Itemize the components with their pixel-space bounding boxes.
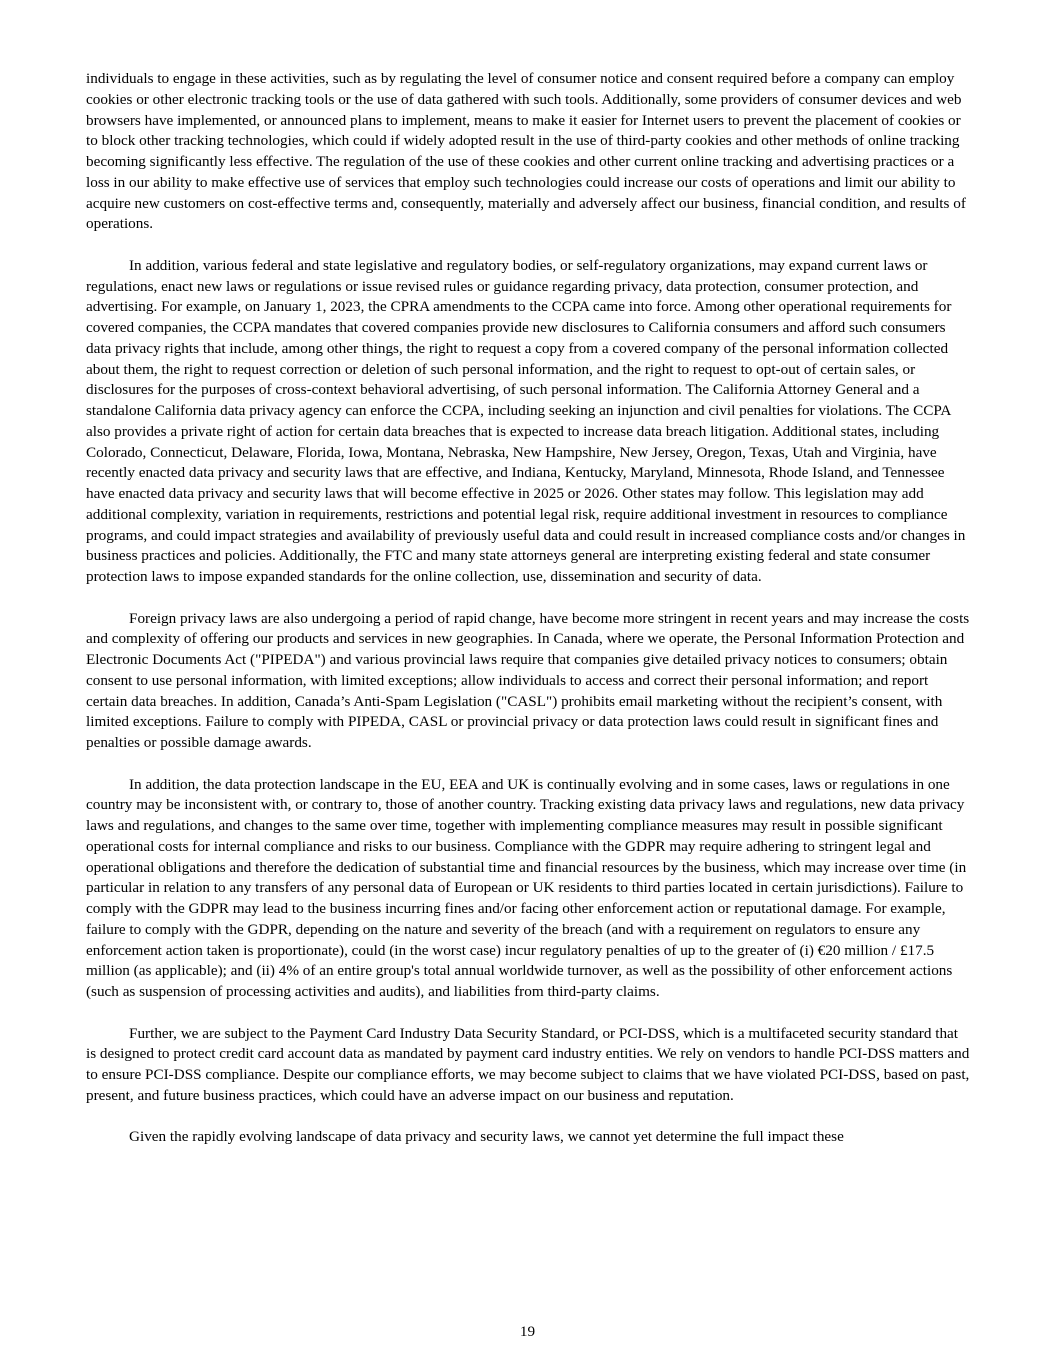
document-body: [86, 69, 970, 1169]
paragraph-us-privacy-laws: In addition, various federal and state legislative and regulatory bodies, or self-regulatory organizations, may expand current laws or regulations, enact new laws or regulations or issue revised rules or guidance regarding privacy, data protection, consumer protection, and advertising. For example, on January 1, 2023, the CPRA amendments to the CCPA came into force. Among other operational requirements for covered companies, the CCPA mandates that covered companies provide new disclosures to California consumers and afford such consumers data privacy rights that include, among other things, the right to request a copy from a covered company of the personal information collected about them, the right to request correction or deletion of such personal information, and the right to request to opt-out of certain sales, or disclosures for the purposes of cross-context behavioral advertising, of such personal information. The California Attorney General and a standalone California data privacy agency can enforce the CCPA, including seeking an injunction and civil penalties for violations. The CCPA also provides a private right of action for certain data breaches that is expected to increase data breach litigation. Additional states, including Colorado, Connecticut, Delaware, Florida, Iowa, Montana, Nebraska, New Hampshire, New Jersey, Oregon, Texas, Utah and Virginia, have recently enacted data privacy and security laws that are effective, and Indiana, Kentucky, Maryland, Minnesota, Rhode Island, and Tennessee have enacted data privacy and security laws that will become effective in 2025 or 2026. Other states may follow. This legislation may add additional complexity, variation in requirements, restrictions and potential legal risk, require additional investment in resources to compliance programs, and could impact strategies and availability of previously useful data and could result in increased compliance costs and/or changes in business practices and policies. Additionally, the FTC and many state attorneys general are interpreting existing federal and state consumer protection laws to impose expanded standards for the online collection, use, dissemination and security of data.: [86, 256, 966, 585]
paragraph-pci-dss: Further, we are subject to the Payment Card Industry Data Security Standard, or PCI-DSS, which is a multifaceted security standard that is designed to protect credit card account data as mandated by payment card industry entities. We rely on vendors to handle PCI-DSS matters and to ensure PCI-DSS compliance. Despite our compliance efforts, we may become subject to claims that we have violated PCI-DSS, based on past, present, and future business practices, which could have an adverse impact on our business and reputation.: [86, 1024, 970, 1104]
paragraph-foreign-privacy-laws: Foreign privacy laws are also undergoing a period of rapid change, have become more stringent in recent years and may increase the costs and complexity of offering our products and services in new geographies. In Canada, where we operate, the Personal Information Protection and Electronic Documents Act ("PIPEDA") and various provincial laws require that companies give detailed privacy notices to consumers; obtain consent to use personal information, with limited exceptions; allow individuals to access and correct their personal information; and report certain data breaches. In addition, Canada’s Anti-Spam Legislation ("CASL") prohibits email marketing without the recipient’s consent, with limited exceptions. Failure to comply with PIPEDA, CASL or provincial privacy or data protection laws could result in significant fines and penalties or possible damage awards.: [86, 609, 970, 751]
paragraph-cookies-tracking: individuals to engage in these activities, such as by regulating the level of consumer notice and consent required before a company can employ cookies or other electronic tracking tools or the use of data gathered with such tools. Additionally, some providers of consumer devices and web browsers have implemented, or announced plans to implement, means to make it easier for Internet users to prevent the placement of cookies or to block other tracking technologies, which could if widely adopted result in the use of third-party cookies and other methods of online tracking becoming significantly less effective. The regulation of the use of these cookies and other current online tracking and advertising practices or a loss in our ability to make effective use of services that employ such technologies could increase our costs of operations and limit our ability to acquire new customers on cost-effective terms and, consequently, materially and adversely affect our business, financial condition, and results of operations.: [86, 70, 966, 233]
paragraph-evolving-landscape: Given the rapidly evolving landscape of data privacy and security laws, we cannot yet determine the full impact these: [129, 1128, 844, 1146]
paragraph-eu-data-protection: In addition, the data protection landscape in the EU, EEA and UK is continually evolving and in some cases, laws or regulations in one country may be inconsistent with, or contrary to, those of another country. Tracking existing data privacy laws and regulations, new data privacy laws and regulations, and changes to the same over time, together with implementing compliance measures may result in possible significant operational costs for internal compliance and risks to our business. Compliance with the GDPR may require adhering to stringent legal and operational obligations and therefore the dedication of substantial time and financial resources by the business, which may increase over time (in particular in relation to any transfers of any personal data of European or UK residents to third parties located in certain jurisdictions). Failure to comply with the GDPR may lead to the business incurring fines and/or facing other enforcement action or reputational damage. For example, failure to comply with the GDPR, depending on the nature and severity of the breach (and with a requirement on regulators to ensure any enforcement action taken is proportionate), could (in the worst case) incur regulatory penalties of up to the greater of (i) €20 million / £17.5 million (as applicable); and (ii) 4% of an entire group's total annual worldwide turnover, as well as the possibility of other enforcement actions (such as suspension of processing activities and audits), and liabilities from third-party claims.: [86, 775, 967, 1000]
page-number: 19: [519, 1323, 536, 1340]
